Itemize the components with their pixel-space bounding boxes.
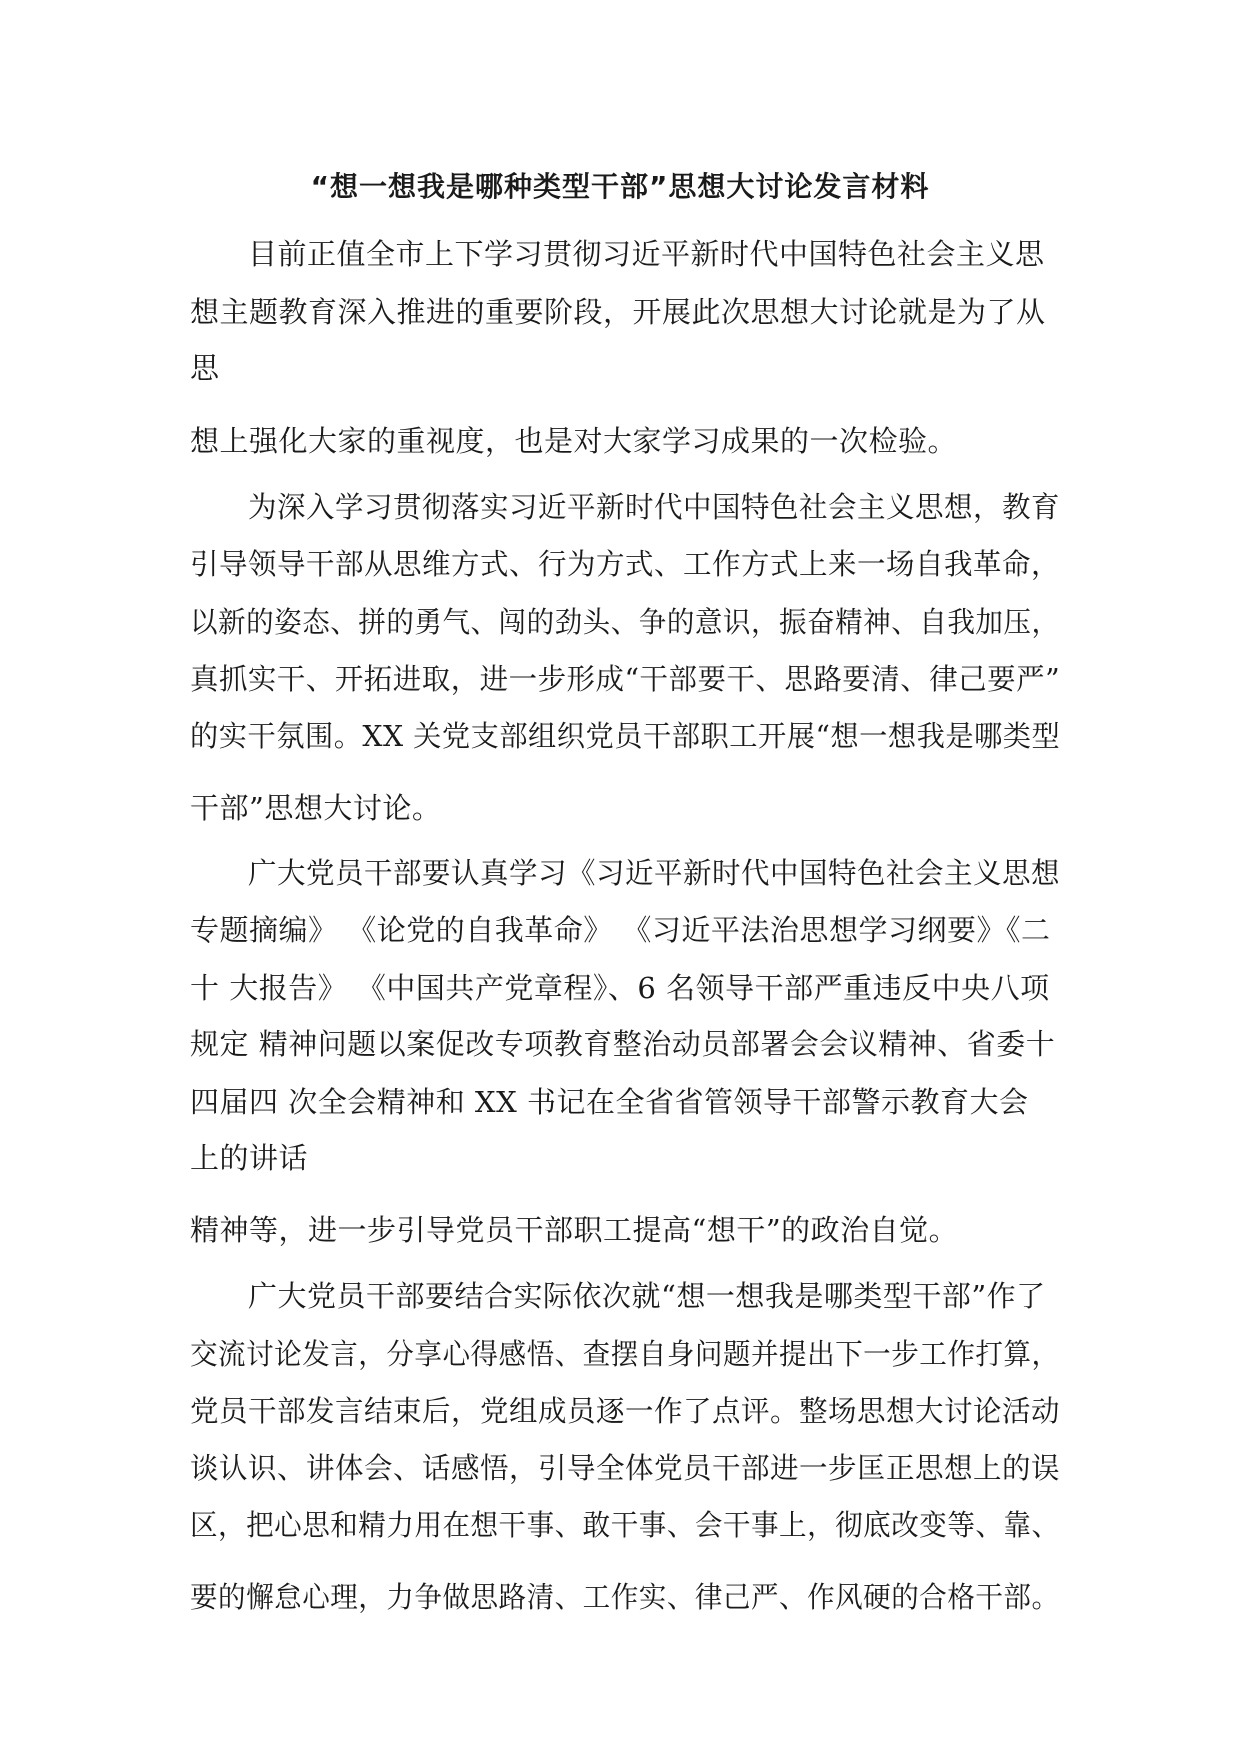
paragraph-line: 广大党员干部要认真学习《习近平新时代中国特色社会主义思想: [248, 856, 1061, 890]
paragraph-line: 四届四 次全会精神和 XX 书记在全省省管领导干部警示教育大会: [190, 1085, 1029, 1119]
paragraph-line: 引导领导干部从思维方式、行为方式、工作方式上来一场自我革命，: [190, 547, 1061, 581]
paragraph-line: 目前正值全市上下学习贯彻习近平新时代中国特色社会主义思: [248, 237, 1045, 271]
paragraph-line: 为深入学习贯彻落实习近平新时代中国特色社会主义思想，教育: [248, 490, 1061, 524]
paragraph-line: 交流讨论发言，分享心得感悟、查摆自身问题并提出下一步工作打算，: [190, 1337, 1060, 1371]
paragraph-line: 规定 精神问题以案促改专项教育整治动员部署会会议精神、省委十: [190, 1027, 1056, 1061]
paragraph-line: 谈认识、讲体会、话感悟，引导全体党员干部进一步匡正思想上的误: [190, 1451, 1061, 1485]
paragraph-line: 想上强化大家的重视度，也是对大家学习成果的一次检验。: [190, 424, 958, 458]
paragraph-line: 想主题教育深入推进的重要阶段，开展此次思想大讨论就是为了从: [190, 295, 1046, 329]
paragraph-line: 真抓实干、开拓进取，进一步形成“干部要干、思路要清、律己要严”: [190, 662, 1061, 696]
paragraph-line: 的实干氛围。XX 关党支部组织党员干部职工开展“想一想我是哪类型: [190, 719, 1061, 753]
document-title: “想一想我是哪种类型干部”思想大讨论发言材料: [310, 170, 930, 203]
paragraph-line: 十 大报告》 《中国共产党章程》、6 名领导干部严重违反中央八项: [190, 971, 1050, 1005]
paragraph-line: 区，把心思和精力用在想干事、敢干事、会干事上，彻底改变等、靠、: [190, 1508, 1060, 1542]
paragraph-line: 精神等，进一步引导党员干部职工提高“想干”的政治自觉。: [190, 1213, 959, 1247]
paragraph-line: 党员干部发言结束后，党组成员逐一作了点评。整场思想大讨论活动: [190, 1394, 1061, 1428]
paragraph-line: 广大党员干部要结合实际依次就“想一想我是哪类型干部”作了: [248, 1279, 1046, 1313]
paragraph-line: 上的讲话: [190, 1141, 309, 1175]
paragraph-line: 要的懈怠心理，力争做思路清、工作实、律己严、作风硬的合格干部。: [190, 1580, 1060, 1614]
paragraph-line: 思: [190, 351, 220, 385]
paragraph-line: 专题摘编》 《论党的自我革命》 《习近平法治思想学习纲要》《二: [190, 913, 1051, 947]
paragraph-line: 干部”思想大讨论。: [190, 791, 442, 825]
paragraph-line: 以新的姿态、拼的勇气、闯的劲头、争的意识，振奋精神、自我加压，: [190, 605, 1060, 639]
